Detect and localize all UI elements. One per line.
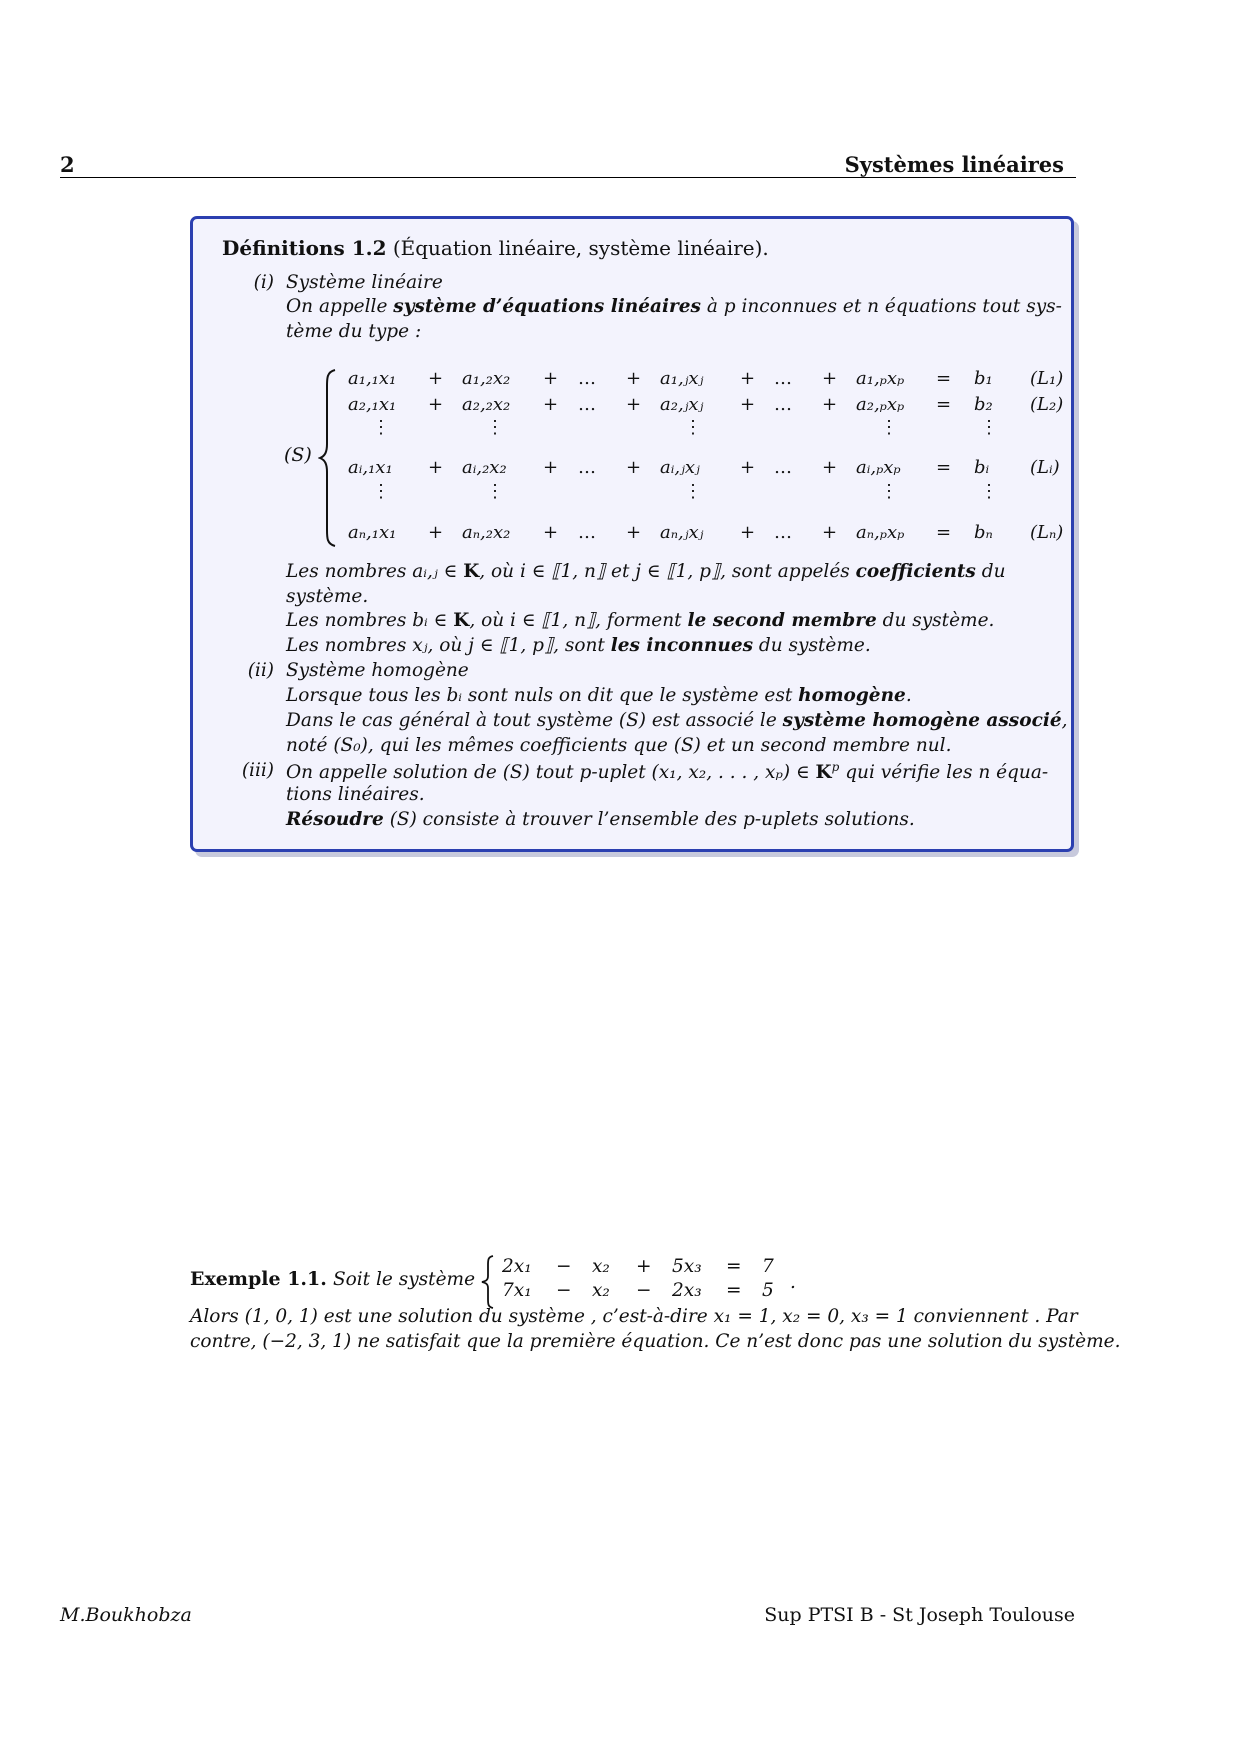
system-term: a₁,ₚxₚ — [856, 368, 905, 389]
equation-label: (L₂) — [1030, 394, 1064, 415]
system-term: + — [428, 394, 444, 415]
item-i-line2: tème du type : — [286, 321, 422, 342]
system-term: + — [822, 522, 838, 543]
system-term: … — [774, 368, 792, 389]
example-line1: Alors (1, 0, 1) est une solution du système , c’est-à-dire x₁ = 1, x₂ = 0, x₃ = 1 conviennent . Par — [190, 1306, 1078, 1327]
example-title — [190, 1268, 475, 1290]
item-iii-line2: tions linéaires. — [286, 784, 425, 805]
vertical-dots: ⋮ — [684, 417, 702, 438]
system-term: + — [626, 522, 642, 543]
system-term: + — [740, 368, 756, 389]
system-term: aᵢ,ⱼxⱼ — [660, 457, 700, 478]
example-term: + — [636, 1256, 652, 1277]
system-term: aᵢ,₂x₂ — [462, 457, 507, 478]
example-line2: contre, (−2, 3, 1) ne satisfait que la première équation. Ce n’est donc pas une solution du système. — [190, 1331, 1121, 1352]
footer-class: Sup PTSI B - St Joseph Toulouse — [764, 1604, 1075, 1626]
vertical-dots: ⋮ — [372, 481, 390, 502]
item-heading-i: Système linéaire — [286, 272, 443, 293]
system-term: b₂ — [974, 394, 993, 415]
system-term: + — [428, 457, 444, 478]
system-term: … — [578, 457, 596, 478]
definition-subtitle: (Équation linéaire, système linéaire). — [386, 236, 769, 260]
item-ii-line3: noté (S₀), qui les mêmes coefficients que (S) et un second membre nul. — [286, 735, 952, 756]
example-term: − — [556, 1256, 572, 1277]
example-term: 2x₁ — [502, 1256, 532, 1277]
system-term: bₙ — [974, 522, 993, 543]
example-label: Exemple 1.1. — [190, 1268, 327, 1290]
system-term: aₙ,₂x₂ — [462, 522, 511, 543]
item-heading-ii: Système homogène — [286, 660, 469, 681]
example-term: 2x₃ — [672, 1280, 702, 1301]
system-term: + — [428, 522, 444, 543]
vertical-dots: ⋮ — [684, 481, 702, 502]
system-term: aₙ,₁x₁ — [348, 522, 397, 543]
example-term: − — [556, 1280, 572, 1301]
system-term: aᵢ,ₚxₚ — [856, 457, 901, 478]
system-term: … — [774, 522, 792, 543]
system-term: = — [936, 522, 952, 543]
footer-author: M.Boukhobza — [60, 1604, 192, 1626]
example-term: 5 — [762, 1280, 774, 1301]
left-brace-icon — [318, 368, 340, 548]
coefficients-line2: système. — [286, 586, 369, 607]
running-title: Systèmes linéaires — [844, 152, 1064, 177]
system-term: + — [740, 522, 756, 543]
system-label: (S) — [284, 444, 312, 466]
system-term: aₙ,ₚxₚ — [856, 522, 905, 543]
unknowns-line: Les nombres xⱼ, où j ∈ ⟦1, p⟧, sont les inconnues du système. — [286, 635, 871, 656]
system-term: b₁ — [974, 368, 993, 389]
item-iii-line1: On appelle solution de (S) tout p-uplet (x₁, x₂, . . . , xₚ) ∈ $K^p$ qui vérifie les n équa- — [286, 760, 1049, 784]
item-marker-ii: (ii) — [247, 660, 274, 681]
system-term: + — [740, 457, 756, 478]
vertical-dots: ⋮ — [980, 481, 998, 502]
header-rule — [60, 177, 1076, 178]
system-term: a₂,₁x₁ — [348, 394, 397, 415]
system-term: … — [774, 394, 792, 415]
system-term: … — [578, 368, 596, 389]
equation-label: (L₁) — [1030, 368, 1064, 389]
item-ii-line1: Lorsque tous les bᵢ sont nuls on dit que le système est homogène. — [286, 685, 912, 706]
system-term: + — [543, 457, 559, 478]
system-term: a₁,ⱼxⱼ — [660, 368, 704, 389]
example-intro: Soit le système — [332, 1269, 476, 1290]
item-ii-line2: Dans le cas général à tout système (S) est associé le système homogène associé, — [286, 710, 1068, 731]
system-term: + — [626, 394, 642, 415]
item-i-line1: On appelle système d’équations linéaires à p inconnues et n équations tout sys- — [286, 296, 1062, 317]
coefficients-line1: Les nombres aᵢ,ⱼ ∈ K, où i ∈ ⟦1, n⟧ et j ∈ ⟦1, p⟧, sont appelés coefficients du — [286, 561, 1006, 582]
system-term: … — [774, 457, 792, 478]
system-term: bᵢ — [974, 457, 990, 478]
equation-label: (Lᵢ) — [1030, 457, 1060, 478]
vertical-dots: ⋮ — [372, 417, 390, 438]
system-term: + — [822, 394, 838, 415]
definition-label: Définitions 1.2 — [222, 236, 387, 260]
system-term: = — [936, 457, 952, 478]
system-term: + — [543, 394, 559, 415]
example-term: − — [636, 1280, 652, 1301]
system-term: a₂,₂x₂ — [462, 394, 511, 415]
system-term: a₂,ⱼxⱼ — [660, 394, 704, 415]
example-dot: . — [790, 1272, 796, 1293]
system-term: a₁,₁x₁ — [348, 368, 397, 389]
example-term: 7 — [762, 1256, 774, 1277]
system-term: + — [626, 457, 642, 478]
vertical-dots: ⋮ — [486, 417, 504, 438]
example-brace-icon — [480, 1254, 496, 1310]
system-term: + — [428, 368, 444, 389]
system-term: a₁,₂x₂ — [462, 368, 511, 389]
system-term: + — [740, 394, 756, 415]
example-term: = — [726, 1280, 742, 1301]
definition-title — [222, 236, 769, 260]
system-term: aᵢ,₁x₁ — [348, 457, 393, 478]
item-marker-i: (i) — [253, 272, 274, 293]
system-term: + — [626, 368, 642, 389]
system-term: … — [578, 522, 596, 543]
example-term: = — [726, 1256, 742, 1277]
example-term: 7x₁ — [502, 1280, 532, 1301]
vertical-dots: ⋮ — [980, 417, 998, 438]
system-term: = — [936, 368, 952, 389]
system-term: … — [578, 394, 596, 415]
system-term: + — [543, 368, 559, 389]
item-marker-iii: (iii) — [241, 760, 274, 781]
vertical-dots: ⋮ — [880, 417, 898, 438]
system-term: a₂,ₚxₚ — [856, 394, 905, 415]
example-term: x₂ — [592, 1256, 610, 1277]
example-term: 5x₃ — [672, 1256, 702, 1277]
example-term: x₂ — [592, 1280, 610, 1301]
system-term: + — [543, 522, 559, 543]
vertical-dots: ⋮ — [880, 481, 898, 502]
second-member-line: Les nombres bᵢ ∈ K, où i ∈ ⟦1, n⟧, forment le second membre du système. — [286, 610, 995, 631]
item-iii-line3: Résoudre (S) consiste à trouver l’ensemble des p-uplets solutions. — [286, 809, 915, 830]
system-term: aₙ,ⱼxⱼ — [660, 522, 704, 543]
equation-label: (Lₙ) — [1030, 522, 1064, 543]
system-term: + — [822, 457, 838, 478]
vertical-dots: ⋮ — [486, 481, 504, 502]
system-term: = — [936, 394, 952, 415]
system-term: + — [822, 368, 838, 389]
page-number: 2 — [60, 152, 75, 177]
